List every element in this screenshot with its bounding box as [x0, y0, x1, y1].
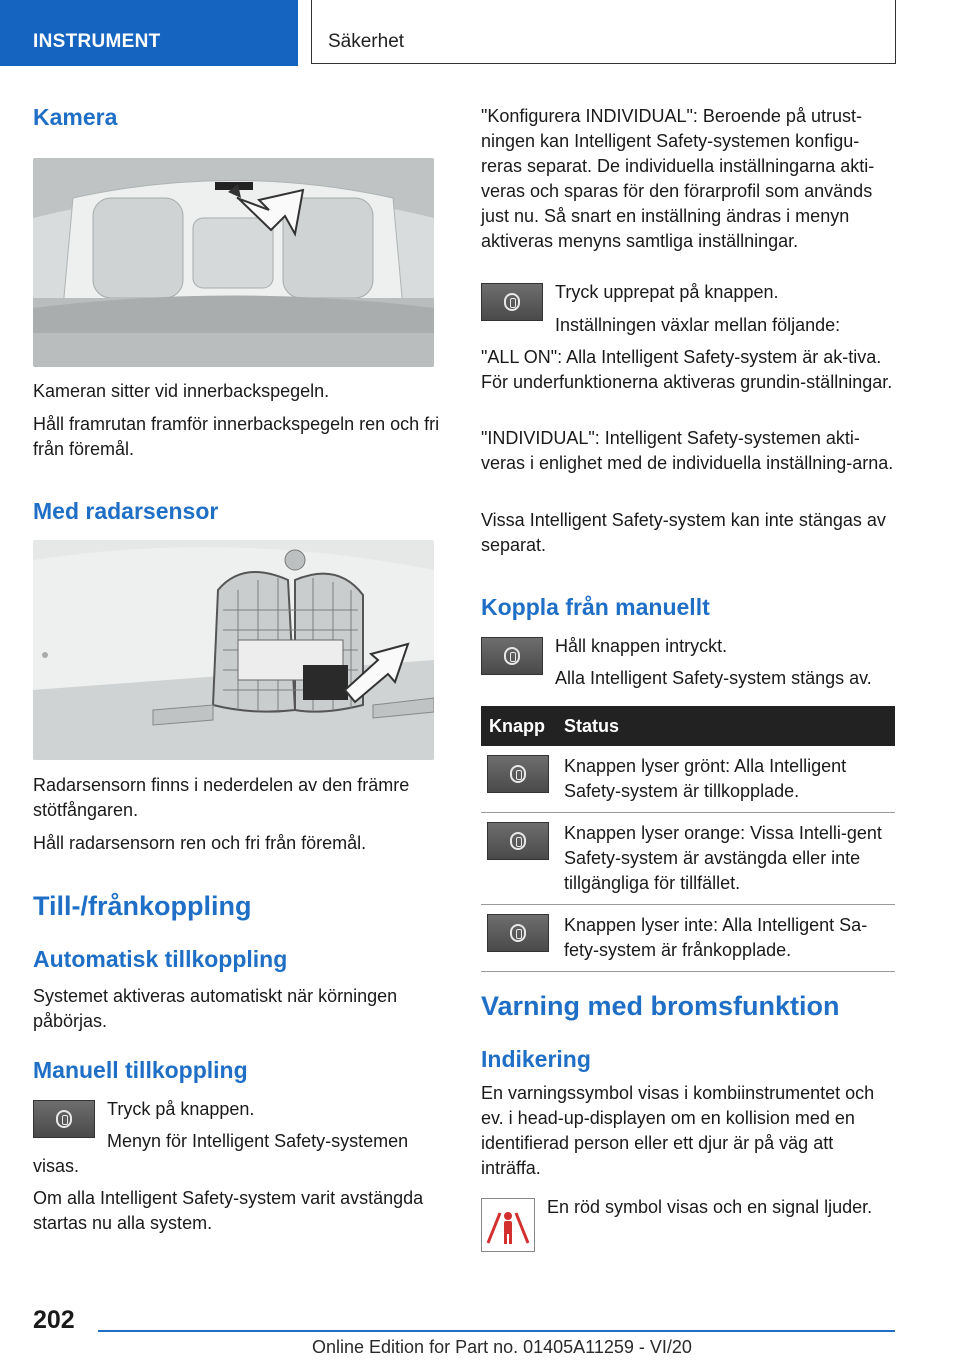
- table-header-row: [481, 706, 895, 746]
- manual-text-1: Tryck på knappen.: [107, 1099, 255, 1119]
- toggle-heading: Till-/frånkoppling: [33, 891, 252, 921]
- off-heading: Koppla från manuellt: [481, 594, 710, 620]
- radar-text-1: Radarsensorn finns i nederdelen av den främre stötfångaren.: [33, 775, 410, 820]
- edition-text: Online Edition for Part no. 01405A11259 - VI/20: [312, 1337, 692, 1357]
- chapter-title: INSTRUMENT: [33, 31, 161, 52]
- allon-text: "ALL ON": Alla Intelligent Safety-system är ak-tiva. För underfunktionerna aktiveras grundin-ställningar.: [481, 347, 893, 392]
- manual-text-2b: visas.: [33, 1156, 80, 1176]
- camera-interior-photo: [33, 158, 434, 367]
- page-header: [0, 0, 960, 66]
- auto-heading: Automatisk tillkoppling: [33, 946, 288, 972]
- pedestrian-warning-icon: [481, 1198, 535, 1252]
- table-cell-status: Knappen lyser grönt: Alla Intelligent Safety-system är tillkopplade.: [564, 746, 895, 813]
- off-text-2: Alla Intelligent Safety-system stängs av.: [555, 668, 872, 688]
- indication-heading: Indikering: [481, 1046, 591, 1072]
- table-row: [481, 746, 895, 813]
- table-header-knapp: Knapp: [481, 706, 564, 746]
- red-symbol-text: En röd symbol visas och en signal ljuder.: [547, 1197, 873, 1217]
- camera-illustration: [33, 158, 434, 367]
- intelligent-safety-button-icon: [481, 283, 543, 321]
- intelligent-safety-button-icon: [33, 1100, 95, 1138]
- press-text-1: Tryck upprepat på knappen.: [555, 282, 779, 302]
- radar-text-2: Håll radarsensorn ren och fri från föremål.: [33, 833, 367, 853]
- config-text: "Konfigurera INDIVIDUAL": Beroende på utrust-ningen kan Intelligent Safety-systemen konfigu-reras separat. De individuella inställningarna akti-veras och sparas för den förarprofil som används just nu. Så snart en inställning ändras i menyn aktiveras menyns samtliga inställningar.: [481, 106, 875, 251]
- section-title: Säkerhet: [328, 31, 405, 52]
- indication-text: En varningssymbol visas i kombiinstrumentet och ev. i head-up-displayen om en kollision med en identifierad person eller ett djur är på väg att inträffa.: [481, 1083, 875, 1178]
- table-row: [481, 813, 895, 905]
- off-text-1: Håll knappen intryckt.: [555, 636, 728, 656]
- button-status-table: [481, 706, 895, 972]
- camera-text-2: Håll framrutan framför innerbackspegeln ren och fri från föremål.: [33, 414, 440, 459]
- warning-heading: Varning med bromsfunktion: [481, 991, 840, 1021]
- radar-sensor-photo: [33, 540, 434, 760]
- table-header-status: Status: [564, 706, 895, 746]
- radar-heading: Med radarsensor: [33, 498, 219, 524]
- table-cell-status: Knappen lyser inte: Alla Intelligent Sa-fety-system är frånkopplade.: [564, 905, 895, 972]
- manual-text-3: Om alla Intelligent Safety-system varit avstängda startas nu alla system.: [33, 1188, 424, 1233]
- section-box: [311, 0, 896, 64]
- page-number: 202: [33, 1306, 75, 1334]
- chapter-tab: [0, 0, 298, 66]
- table-row: [481, 905, 895, 972]
- camera-text-1: Kameran sitter vid innerbackspegeln.: [33, 381, 330, 401]
- intelligent-safety-button-icon: [481, 637, 543, 675]
- manual-heading: Manuell tillkoppling: [33, 1057, 248, 1083]
- auto-text: Systemet aktiveras automatiskt när körningen påbörjas.: [33, 986, 398, 1031]
- intelligent-safety-button-icon: [487, 822, 549, 860]
- intelligent-safety-button-icon: [487, 914, 549, 952]
- radar-illustration: [33, 540, 434, 760]
- camera-heading: Kamera: [33, 104, 118, 130]
- manual-text-2a: Menyn för Intelligent Safety-systemen: [107, 1131, 409, 1151]
- intelligent-safety-button-icon: [487, 755, 549, 793]
- some-text: Vissa Intelligent Safety-system kan inte stängas av separat.: [481, 510, 886, 555]
- footer-divider: [98, 1330, 895, 1332]
- table-cell-status: Knappen lyser orange: Vissa Intelli-gent Safety-system är avstängda eller inte tillgängliga för tillfället.: [564, 813, 895, 905]
- individual-text: "INDIVIDUAL": Intelligent Safety-systemen akti-veras i enlighet med de individuella inställning-arna.: [481, 428, 894, 473]
- press-text-2: Inställningen växlar mellan följande:: [555, 315, 841, 335]
